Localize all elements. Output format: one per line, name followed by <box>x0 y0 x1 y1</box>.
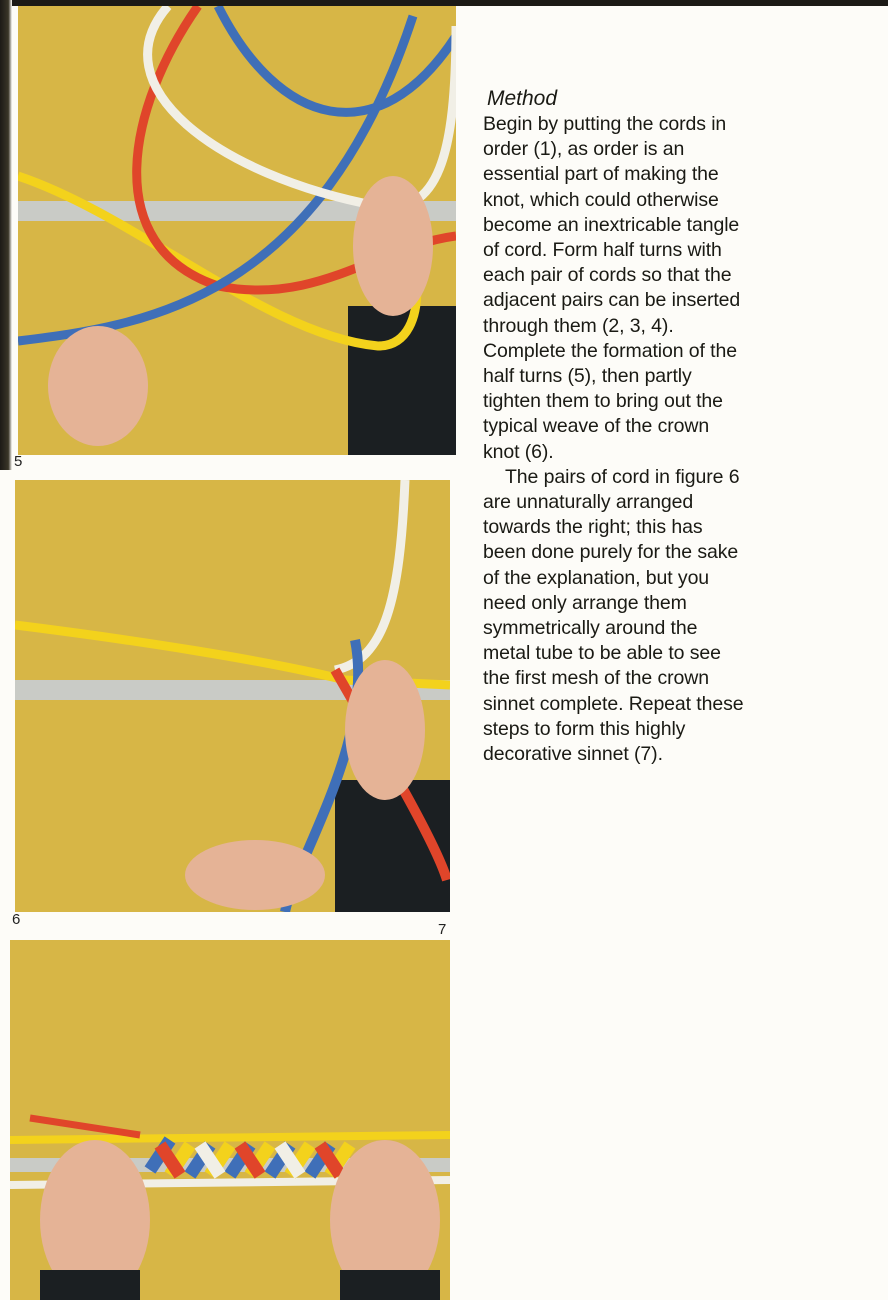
text-line: of the explanation, but you <box>483 566 710 589</box>
text-line: knot (6). <box>483 440 554 463</box>
text-line: metal tube to be able to see <box>483 642 721 665</box>
text-line: half turns (5), then partly <box>483 365 692 388</box>
photo-figure-6 <box>15 480 450 912</box>
page-edge-left <box>0 0 12 470</box>
text-line: need only arrange them <box>483 591 687 614</box>
method-body <box>483 112 803 767</box>
text-line: knot, which could otherwise <box>483 188 719 211</box>
text-line: towards the right; this has <box>483 516 703 539</box>
text-line: through them (2, 3, 4). <box>483 314 674 337</box>
text-line: The pairs of cord in figure 6 <box>505 465 740 488</box>
text-line: essential part of making the <box>483 163 719 186</box>
text-line: typical weave of the crown <box>483 415 710 438</box>
text-line: become an inextricable tangle <box>483 213 740 236</box>
photo-figure-5 <box>18 6 456 455</box>
text-line: decorative sinnet (7). <box>483 743 663 766</box>
text-line: symmetrically around the <box>483 617 698 640</box>
text-line: steps to form this highly <box>483 717 686 740</box>
figure-label-5: 5 <box>14 453 23 470</box>
text-line: are unnaturally arranged <box>483 491 694 514</box>
figure-label-7: 7 <box>438 921 447 938</box>
text-line: tighten them to bring out the <box>483 390 723 413</box>
method-heading: Method <box>487 87 558 110</box>
text-line: Complete the formation of the <box>483 339 737 362</box>
text-line: Begin by putting the cords in <box>483 113 727 135</box>
text-line: sinnet complete. Repeat these <box>483 692 744 715</box>
photo-figure-7 <box>10 940 450 1300</box>
figure-label-6: 6 <box>12 911 21 928</box>
text-line: order (1), as order is an <box>483 138 685 161</box>
method-text-column <box>483 86 803 767</box>
text-line: been done purely for the sake <box>483 541 739 564</box>
text-line: the first mesh of the crown <box>483 667 709 690</box>
text-line: adjacent pairs can be inserted <box>483 289 741 312</box>
text-line: each pair of cords so that the <box>483 264 732 287</box>
text-line: of cord. Form half turns with <box>483 239 722 262</box>
